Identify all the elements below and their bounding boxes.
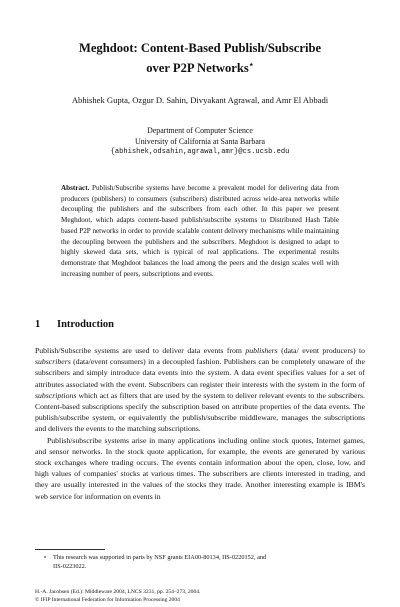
footnote-rule: [35, 549, 105, 550]
footnote-line-1: [35, 554, 365, 563]
paper-title-line2: [40, 57, 360, 76]
publication-info: [35, 589, 365, 605]
section-heading: [35, 319, 114, 330]
abstract: [61, 183, 339, 279]
intro-paragraph-1: [35, 345, 365, 435]
title-footnote-mark: ⋆: [248, 60, 254, 69]
paper-title-line1: [40, 40, 360, 56]
para1-subscriptions: subscriptions: [35, 390, 77, 400]
para1-text-d: which act as filters that are used by the system to deliver relevant events to the subscribers. Content-based subscriptions specify the subscription based on attribute properties of the data events. The publish/subscribe system, or equivalently the publish/subscribe middleware, manages the subscriptions and delivers the events to the matching subscriptions.: [35, 390, 365, 434]
section-title: Introduction: [57, 319, 114, 330]
para1-text-b: (data/ event producers) to: [277, 346, 365, 355]
section-number: 1: [35, 319, 41, 330]
para1-text-a: Publish/Subscribe systems are used to deliver data events from: [35, 346, 246, 355]
introduction-body: [35, 345, 365, 502]
footnote: [35, 554, 365, 571]
author-list: Abhishek Gupta, Ozgur D. Sahin, Divyakant Agrawal, and Amr El Abbadi: [71, 95, 329, 105]
para1-subscribers: subscribers: [35, 357, 71, 367]
footnote-text-1: This research was supported in parts by NSF grants EIA00-80134, IIS-0220152, and: [53, 554, 267, 561]
affiliation-department: Department of Computer Science: [147, 126, 253, 135]
para1-text-c: (data/event consumers) in a decoupled fashion. Publishers can be completely unaware of the subscribers and simply introduce data events into the system. A data event specifies values for a set of attributes associated with the event. Subscribers can register their interests with the system in the form of: [35, 357, 365, 389]
affiliation-email: {abhishek,odsahin,agrawal,amr}@cs.ucsb.edu: [110, 148, 290, 156]
intro-paragraph-2: Publish/subscribe systems arise in many applications including online stock quotes, Internet games, and sensor networks. In the stock quote application, for example, the events are generated by various stock exchanges where trading occurs. The events contain information about the open, close, low, and high values of companies' stocks at various times. The subscribers are clients interested in trading, and they are usually interested in the values of the stocks they trade. Another interesting example is IBM's web service for information on events in: [35, 435, 365, 501]
copyright-line: © IFIP International Federation for Information Processing 2004: [35, 596, 180, 603]
footnote-mark: ⋆: [43, 554, 47, 561]
abstract-label: Abstract.: [61, 184, 90, 192]
title-line2-text: over P2P Networks: [146, 61, 249, 76]
publication-info-line1: H.-A. Jacobsen (Ed.): Middleware 2004, LNCS 3231, pp. 254–273, 2004.: [35, 589, 201, 595]
footnote-line-2: IIS-0223022.: [53, 562, 87, 570]
abstract-text: Publish/Subscribe systems have become a prevalent model for delivering data from producers (publishers) to consumers (subscribers) distributed across wide-area networks while decoupling the publishers and the subscribers from each other. In this paper we present Meghdoot, which adapts content-based publish/subscribe systems to Distributed Hash Table based P2P networks in order to provide scalable content delivery mechanisms while maintaining the decoupling between the publishers and the subscribers. Meghdoot is designed to adapt to highly skewed data sets, which is typical of real applications. The experimental results demonstrate that Meghdoot balances the load among the peers and the design scales well with increasing number of peers, subscriptions and events.: [61, 184, 339, 278]
title-line1-text: Meghdoot: Content-Based Publish/Subscribe: [78, 41, 322, 55]
para1-publishers: publishers: [245, 346, 278, 355]
affiliation-university: University of California at Santa Barbara: [135, 137, 265, 146]
